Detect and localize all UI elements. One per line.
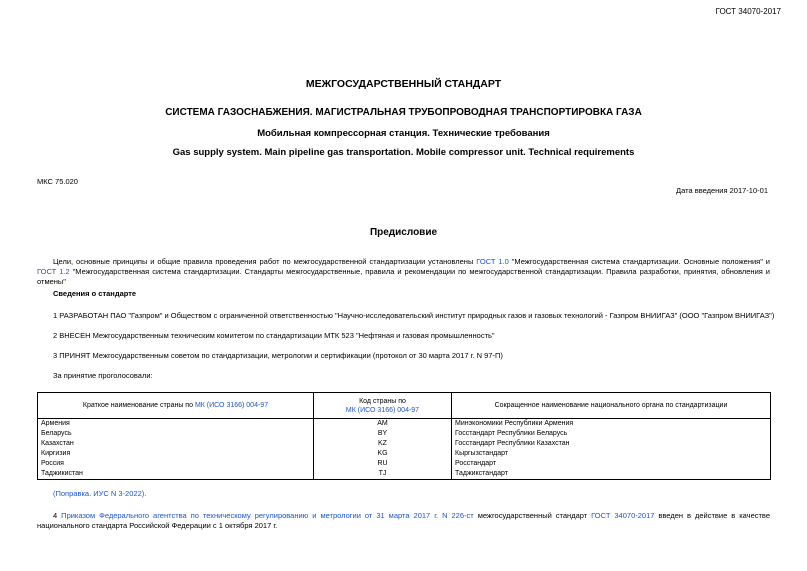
- adopted-by-item: 3 ПРИНЯТ Межгосударственным советом по стандартизации, метрологии и сертификации (протокол от 30 марта 2017 г. N 97-П): [53, 351, 503, 360]
- voted-label: За принятие проголосовали:: [53, 371, 153, 380]
- iso-3166-link[interactable]: МК (ИСО 3166) 004-97: [194, 402, 269, 409]
- table-row: [38, 439, 771, 449]
- country-cell: Беларусь: [38, 429, 314, 439]
- body-cell: Росстандарт: [452, 459, 771, 469]
- preface-heading: Предисловие: [369, 227, 438, 238]
- table-row: [38, 429, 771, 439]
- body-cell: Госстандарт Республики Беларусь: [452, 429, 771, 439]
- order-text-tail: введен в действие в качестве национального стандарта Российской Федерации с 1 октября 2017 г.: [37, 511, 770, 530]
- mks-code: МКС 75.020: [37, 177, 78, 186]
- standards-body-header: Сокращенное наименование национального органа по стандартизации: [452, 393, 771, 419]
- standard-english-title: Gas supply system. Main pipeline gas transportation. Mobile compressor unit. Technical requirements: [172, 147, 635, 158]
- country-cell: Россия: [38, 459, 314, 469]
- country-name-header-text: Краткое наименование страны по: [82, 402, 195, 409]
- preface-intro-paragraph: [37, 257, 770, 287]
- standard-subtitle: Мобильная компрессорная станция. Технические требования: [257, 128, 550, 139]
- iso-3166-code-link[interactable]: МК (ИСО 3166) 004-97: [345, 406, 420, 414]
- table-header-row: [38, 393, 771, 419]
- country-cell: Казахстан: [38, 439, 314, 449]
- table-row: [38, 469, 771, 480]
- body-cell: Минэкономики Республики Армения: [452, 419, 771, 430]
- voting-countries-table: [37, 392, 771, 480]
- body-cell: Госстандарт Республики Казахстан: [452, 439, 771, 449]
- intro-text-a: Цели, основные принципы и общие правила проведения работ по межгосударственной стандартизации установлены: [53, 257, 477, 266]
- gost-34070-link[interactable]: ГОСТ 34070-2017: [591, 511, 655, 520]
- gost-1-0-link[interactable]: ГОСТ 1.0: [476, 257, 509, 266]
- standard-system-title: СИСТЕМА ГАЗОСНАБЖЕНИЯ. МАГИСТРАЛЬНАЯ ТРУБОПРОВОДНАЯ ТРАНСПОРТИРОВКА ГАЗА: [165, 107, 642, 118]
- code-cell: KG: [314, 449, 452, 459]
- gost-id: ГОСТ 34070-2017: [715, 7, 781, 16]
- gost-1-2-link[interactable]: ГОСТ 1.2: [37, 267, 70, 276]
- order-number: 4: [53, 511, 62, 520]
- submitted-by-item: 2 ВНЕСЕН Межгосударственным техническим комитетом по стандартизации МТК 523 "Нефтяная и газовая промышленность": [53, 331, 495, 340]
- code-cell: RU: [314, 459, 452, 469]
- country-code-header-text: Код страны по: [359, 397, 406, 405]
- intro-text-c: "Межгосударственная система стандартизации. Стандарты межгосударственные, правила и рекомендации по межгосударственной стандартизации. Правила разработки, принятия, обновления и отмены": [37, 267, 770, 286]
- table-row: [38, 419, 771, 430]
- country-code-header: [314, 393, 452, 419]
- country-name-header: [38, 393, 314, 419]
- introduction-date: Дата введения 2017-10-01: [676, 186, 768, 195]
- intro-text-b: "Межгосударственная система стандартизации. Основные положения" и: [508, 257, 770, 266]
- order-paragraph: [37, 511, 770, 531]
- code-cell: BY: [314, 429, 452, 439]
- country-cell: Армения: [38, 419, 314, 430]
- code-cell: TJ: [314, 469, 452, 480]
- table-row: [38, 459, 771, 469]
- code-cell: KZ: [314, 439, 452, 449]
- standard-info-heading: Сведения о стандарте: [53, 289, 137, 298]
- standard-type-title: МЕЖГОСУДАРСТВЕННЫЙ СТАНДАРТ: [305, 78, 502, 90]
- country-cell: Киргизия: [38, 449, 314, 459]
- body-cell: Таджикстандарт: [452, 469, 771, 480]
- country-cell: Таджикистан: [38, 469, 314, 480]
- code-cell: AM: [314, 419, 452, 430]
- order-text-mid: межгосударственный стандарт: [473, 511, 592, 520]
- developed-by-item: 1 РАЗРАБОТАН ПАО "Газпром" и Обществом с ограниченной ответственностью "Научно-исследовательский институт природных газов и газовых технологий - Газпром ВНИИГАЗ" (ООО "Газпром ВНИИГАЗ"): [53, 311, 775, 320]
- amendment-link[interactable]: (Поправка. ИУС N 3-2022).: [53, 489, 147, 498]
- order-link[interactable]: Приказом Федерального агентства по техническому регулированию и метрологии от 31 марта 2017 г. N 226-ст: [61, 511, 474, 520]
- body-cell: Кыргызстандарт: [452, 449, 771, 459]
- table-row: [38, 449, 771, 459]
